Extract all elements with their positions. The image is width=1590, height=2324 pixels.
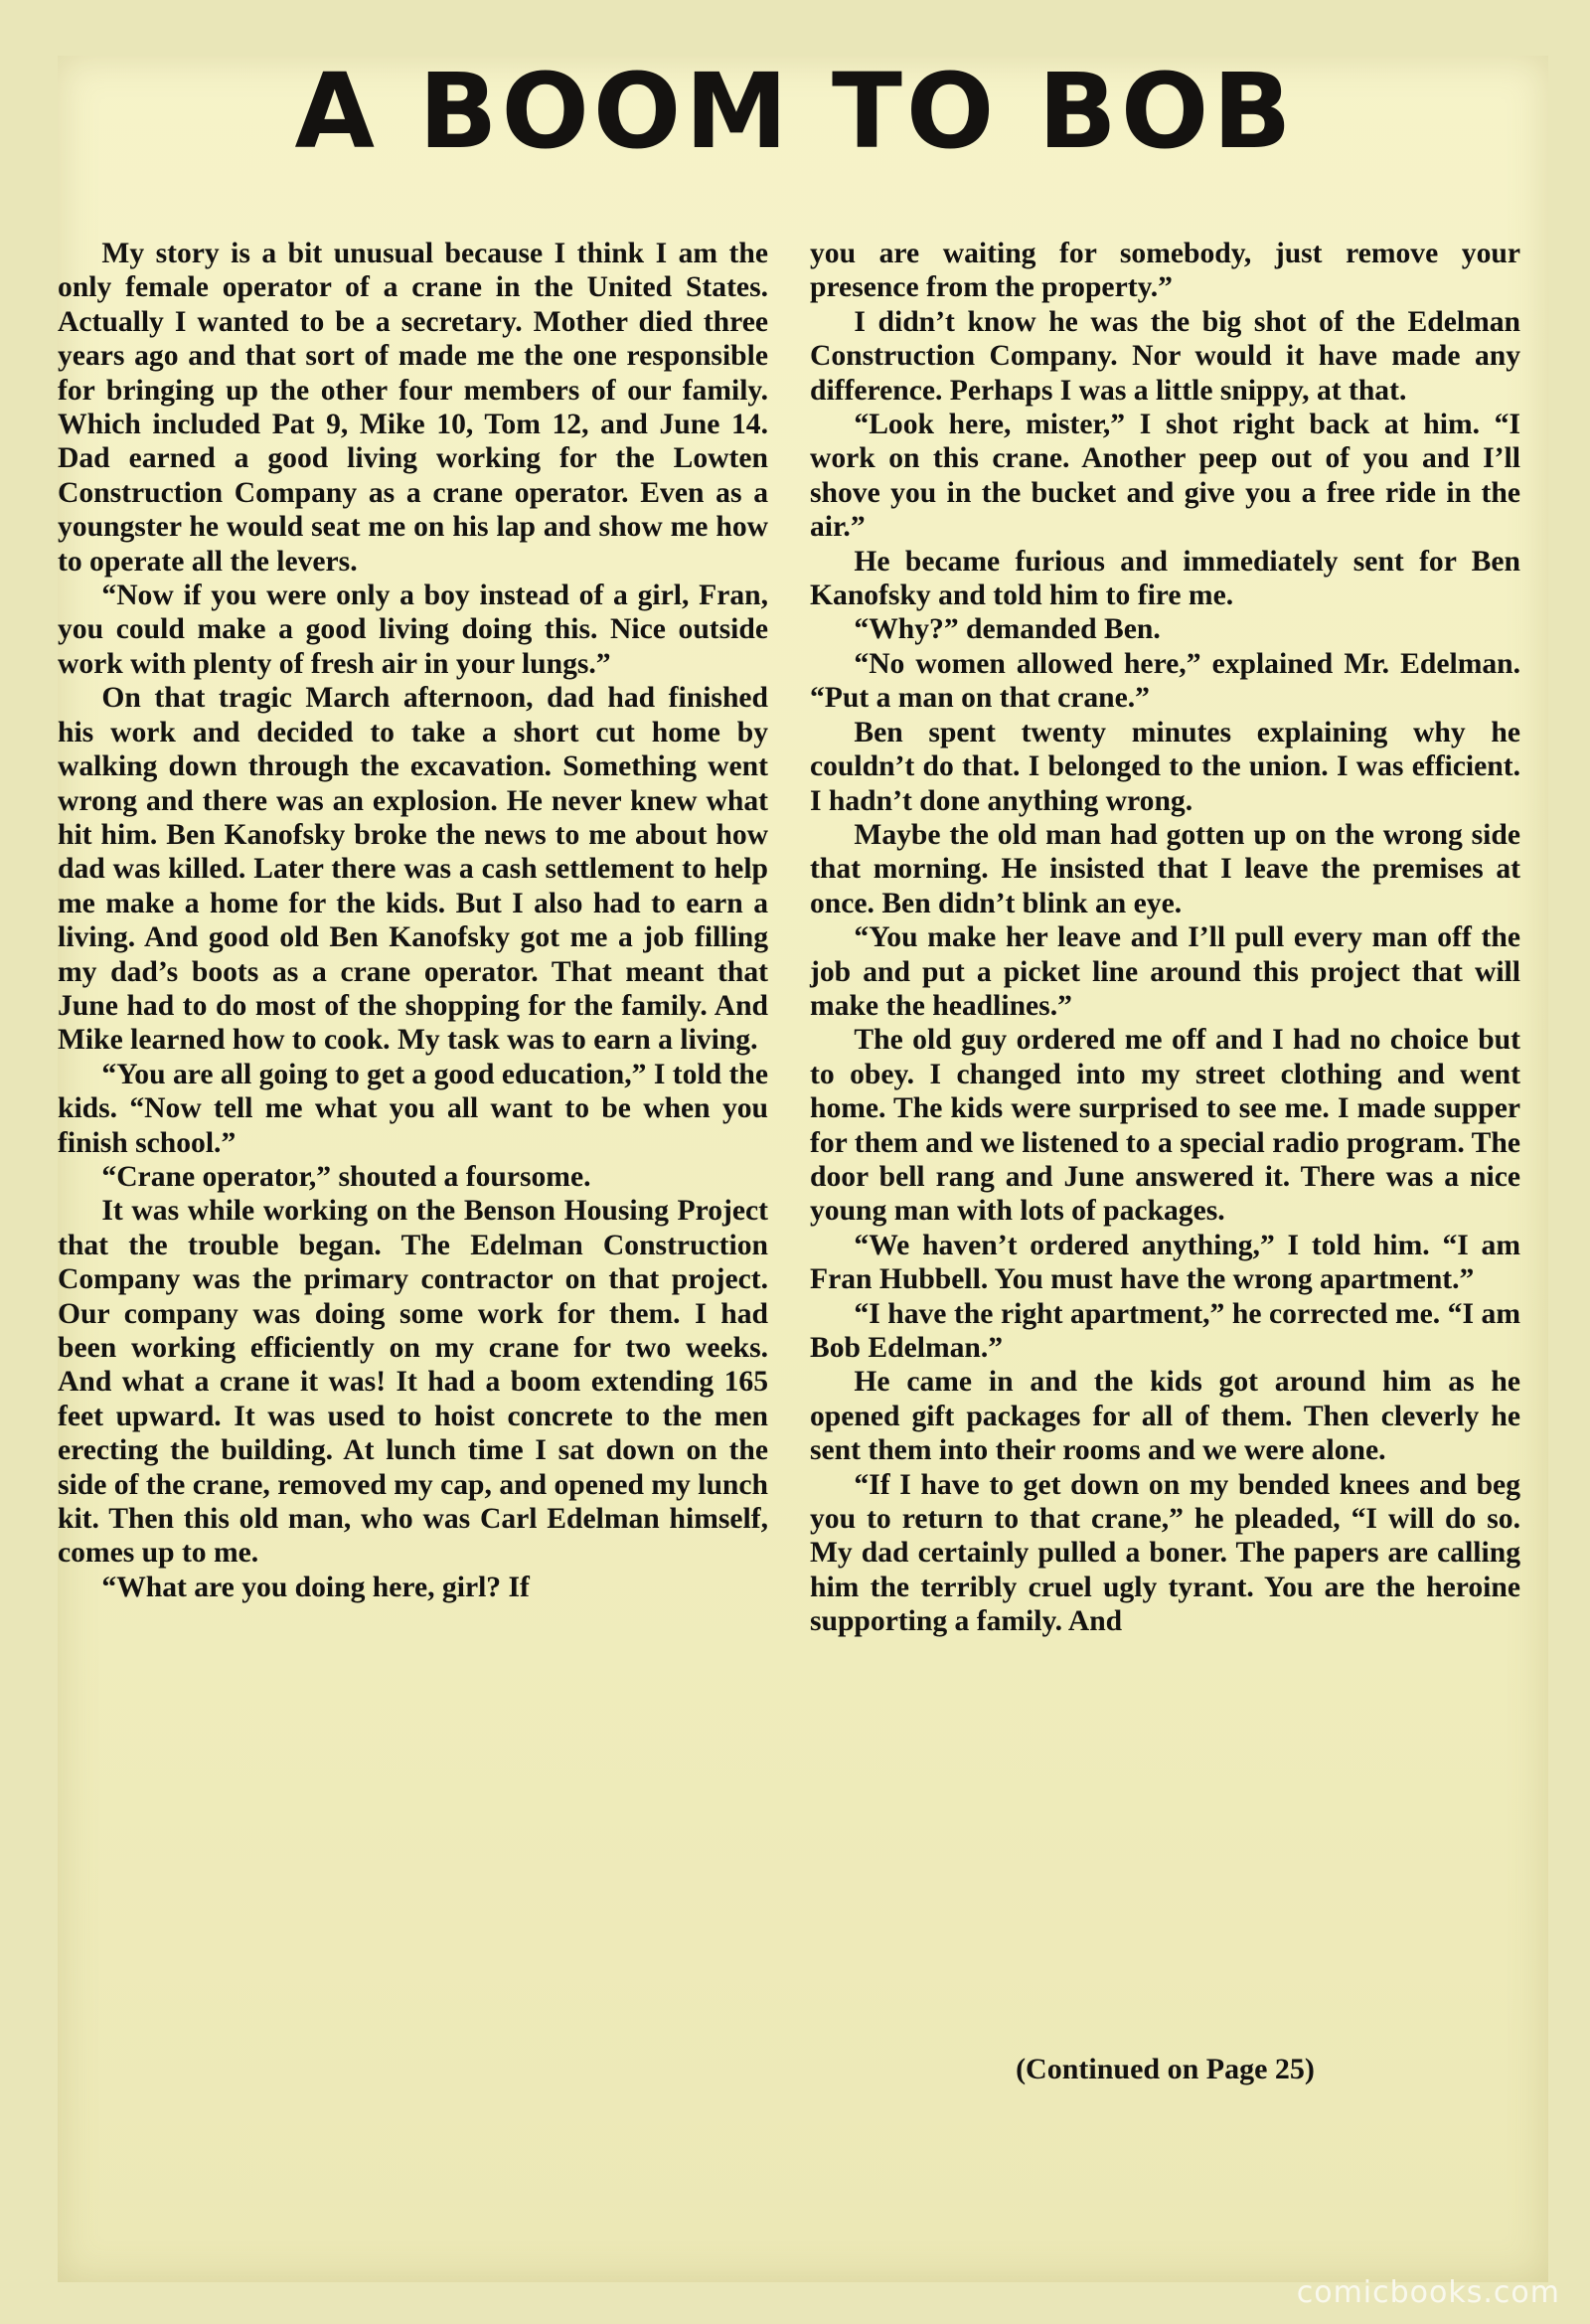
paragraph: On that tragic March afternoon, dad had finished his work and decided to take a short cut home by walking down through the excavation. Something went wrong and there was an explosion. He never knew what hit him. Ben Kanofsky broke the news to me about how dad was killed. Later there was a cash settlement to help me make a home for the kids. But I also had to earn a living. And good old Ben Kanofsky got me a job filling my dad’s boots as a crane operator. That meant that June had to do most of the shopping for the family. And Mike learned how to cook. My task was to earn a living. (58, 682, 768, 1057)
paragraph: He became furious and immediately sent for Ben Kanofsky and told him to fire me. (810, 545, 1520, 612)
paragraph: “I have the right apartment,” he corrected me. “I am Bob Edelman.” (810, 1297, 1520, 1364)
paragraph: “We haven’t ordered anything,” I told him. “I am Fran Hubbell. You must have the wrong apartment.” (810, 1229, 1520, 1296)
left-column (58, 237, 768, 1604)
story-title: A BOOM TO BOB (294, 51, 1296, 172)
paragraph: It was while working on the Benson Housing Project that the trouble began. The Edelman Construction Company was the primary contractor on that project. Our company was doing some work for them. I had been working efficiently on my crane for two weeks. And what a crane it was! It had a boom extending 165 feet upward. It was used to hoist concrete to the men erecting the building. At lunch time I sat down on the side of the crane, removed my cap, and opened my lunch kit. Then this old man, who was Carl Edelman himself, comes up to me. (58, 1195, 768, 1570)
paragraph: “If I have to get down on my bended knees and beg you to return to that crane,” he pleaded, “I will do so. My dad certainly pulled a boner. The papers are calling him the terribly cruel ugly tyrant. You are the heroine supporting a family. And (810, 1468, 1520, 1638)
paragraph: “No women allowed here,” explained Mr. Edelman. “Put a man on that crane.” (810, 647, 1520, 715)
paragraph: “You make her leave and I’ll pull every man off the job and put a picket line around this project that will make the headlines.” (810, 921, 1520, 1022)
site-watermark: comicbooks.com (1296, 2275, 1560, 2310)
paragraph: “Now if you were only a boy instead of a girl, Fran, you could make a good living doing this. Nice outside work with plenty of fresh air in your lungs.” (58, 580, 768, 680)
continued-note: (Continued on Page 25) (1016, 2053, 1315, 2085)
paragraph: “Crane operator,” shouted a foursome. (101, 1160, 591, 1193)
paragraph: He came in and the kids got around him as he opened gift packages for all of them. Then cleverly he sent them into their rooms and we were alone. (810, 1366, 1520, 1467)
paragraph: “You are all going to get a good education,” I told the kids. “Now tell me what you all want to be when you finish school.” (58, 1058, 768, 1159)
right-column (810, 237, 1520, 1639)
paragraph: I didn’t know he was the big shot of the Edelman Construction Company. Nor would it have made any difference. Perhaps I was a little snippy, at that. (810, 305, 1520, 407)
paragraph: “Why?” demanded Ben. (854, 613, 1161, 646)
paragraph: “What are you doing here, girl? If (101, 1571, 530, 1603)
paragraph: “Look here, mister,” I shot right back at him. “I work on this crane. Another peep out of you and I’ll shove you in the bucket and give you a free ride in the air.” (810, 409, 1520, 544)
paragraph: The old guy ordered me off and I had no choice but to obey. I changed into my street clothing and went home. The kids were surprised to see me. I made supper for them and we listened to a special radio program. The door bell rang and June answered it. There was a nice young man with lots of packages. (810, 1024, 1520, 1228)
paragraph: Maybe the old man had gotten up on the wrong side that morning. He insisted that I leave the premises at once. Ben didn’t blink an eye. (810, 818, 1520, 919)
paragraph: Ben spent twenty minutes explaining why he couldn’t do that. I belonged to the union. I was efficient. I hadn’t done anything wrong. (810, 716, 1520, 817)
paragraph-continuation: you are waiting for somebody, just remove your presence from the property.” (810, 238, 1520, 304)
paragraph: My story is a bit unusual because I think I am the only female operator of a crane in the United States. Actually I wanted to be a secretary. Mother died three years ago and that sort of made me the one responsible for bringing up the other four members of our family. Which included Pat 9, Mike 10, Tom 12, and June 14. Dad earned a good living working for the Lowten Construction Company as a crane operator. Even as a youngster he would seat me on his lap and show me how to operate all the levers. (58, 238, 768, 578)
